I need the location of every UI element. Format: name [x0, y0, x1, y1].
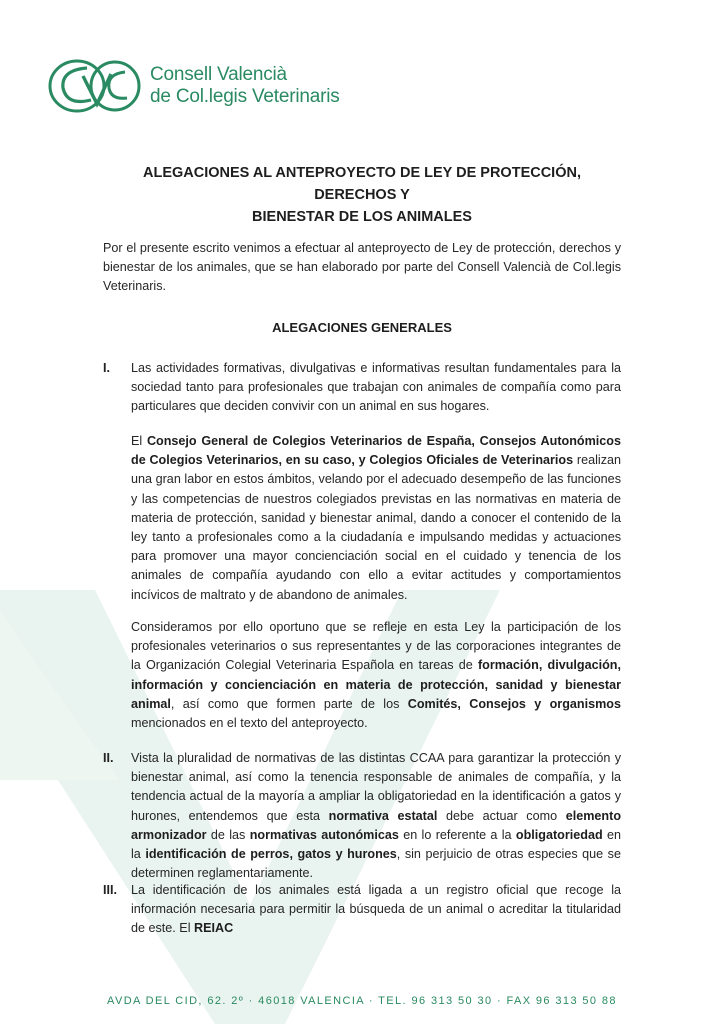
footer-address: AVDA DEL CID, 62. 2º · 46018 VALENCIA · TEL. 96 313 50 30 · FAX 96 313 50 88	[107, 995, 617, 1007]
bold-run: normativa estatal	[328, 808, 438, 823]
bold-run: Comités, Consejos y organismos	[407, 696, 621, 711]
text-run: mencionados en el texto del anteproyecto.	[131, 716, 368, 731]
item-numeral-iii: III.	[103, 883, 117, 897]
text-run: realizan una gran labor en estos ámbitos, velando por el adecuado desempeño de las funciones y las competencias de nuestros colegiados previstas en las normativas en materia de materia de protección, sanidad y bienestar animal, dando a conocer el contenido de la ley tanto a profesionales como a la ciudadanía e impulsando medidas y actuaciones para promover una mayor concienciación social en el cuidado y tenencia de los animales de compañía ayudando con ello a evitar actitudes y comportamientos incívicos de maltrato y de abandono de animales.	[131, 453, 622, 602]
item-iii-paragraph	[131, 881, 621, 939]
section-heading: ALEGACIONES GENERALES	[272, 320, 452, 335]
text-run: La identificación de los animales está ligada a un registro oficial que recoge la información necesaria para permitir la búsqueda de un animal o acreditar la titularidad de este. El	[131, 883, 621, 936]
text-run: El	[131, 434, 147, 448]
bold-run: REIAC	[194, 921, 234, 936]
document-title	[100, 162, 624, 228]
text-run: de las	[206, 827, 250, 842]
item-i-paragraph-3	[131, 618, 621, 733]
text-run: , sin perjuicio de otras especies que se determinen reglamentariamente.	[131, 847, 621, 881]
text-run: Vista la pluralidad de normativas de las distintas CCAA para garantizar la protección y bienestar animal, así como la tenencia responsable de animales de compañía, y la tendencia actual de la mayoría a ampliar la obligatoriedad en la identificación a gatos y hurones, entendemos que esta	[131, 751, 621, 823]
intro-paragraph: Por el presente escrito venimos a efectuar al anteproyecto de Ley de protección, derechos y bienestar de los animales, que se han elaborado por parte del Consell Valencià de Col.legis Veterinaris.	[103, 241, 621, 294]
item-ii-paragraph	[131, 749, 621, 883]
document-title-line1: ALEGACIONES AL ANTEPROYECTO DE LEY DE PROTECCIÓN, DERECHOS Y	[142, 165, 581, 203]
text-run: debe actuar como	[437, 808, 566, 823]
org-logo	[47, 56, 347, 116]
org-name-line2: de Col.legis Veterinaris	[150, 86, 340, 107]
org-name-line1: Consell Valencià	[150, 64, 287, 85]
bold-run: identificación de perros, gatos y hurones	[145, 847, 397, 862]
bold-run: obligatoriedad	[515, 827, 603, 842]
text-run: en lo referente a la	[398, 827, 516, 842]
item-i-paragraph-1: Las actividades formativas, divulgativas e informativas resultan fundamentales para la sociedad tanto para profesionales que trabajan con animales de compañía como para particulares que deciden convivir con un animal en sus hogares.	[131, 361, 621, 414]
text-run: en la	[131, 827, 622, 862]
cvc-monogram-icon	[47, 56, 147, 116]
bold-run: normativas autonómicas	[249, 827, 399, 842]
item-numeral-ii: II.	[103, 751, 114, 765]
text-run: , así como que formen parte de los	[170, 696, 408, 711]
item-i-paragraph-2	[131, 432, 621, 605]
text-run: Consideramos por ello oportuno que se refleje en esta Ley la participación de los profesionales veterinarios o sus representantes y de las corporaciones integrantes de la Organización Colegial Veterinaria Española en tareas de	[131, 620, 621, 673]
bold-run: formación, divulgación, información y concienciación en materia de protección, sanidad y bienestar animal	[131, 658, 621, 711]
document-title-line2: BIENESTAR DE LOS ANIMALES	[252, 209, 472, 225]
bold-run: elemento armonizador	[131, 808, 622, 842]
item-numeral-i: I.	[103, 361, 110, 375]
bold-run: Consejo General de Colegios Veterinarios de España, Consejos Autonómicos de Colegios Veterinarios, en su caso, y Colegios Oficiales de Veterinarios	[131, 434, 622, 468]
org-name	[150, 64, 340, 108]
